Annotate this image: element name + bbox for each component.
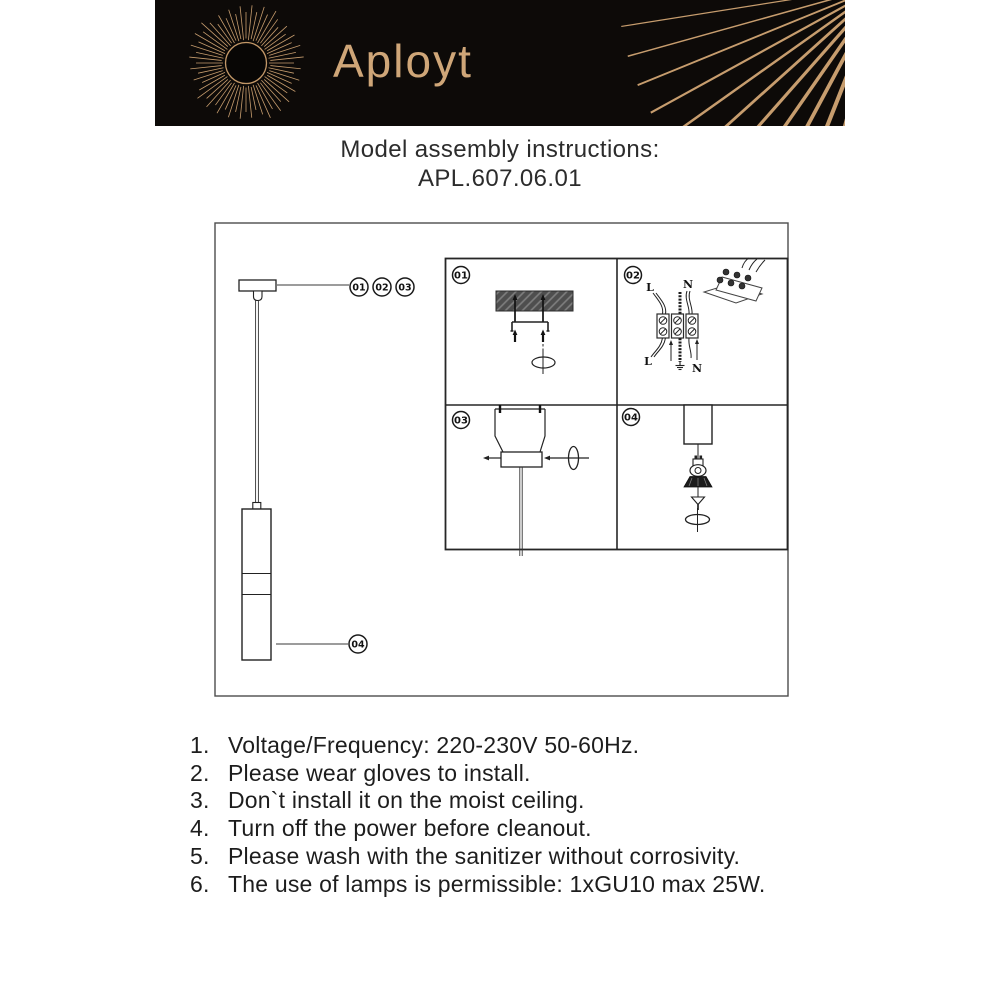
canopy-body xyxy=(495,409,545,452)
wire-label-L-top: L xyxy=(646,281,654,294)
canopy-flange xyxy=(501,452,542,467)
list-item xyxy=(190,760,850,788)
callout-04: 04 xyxy=(351,639,365,651)
wire-label-N-bottom: N xyxy=(691,362,703,375)
item-number: 6. xyxy=(190,870,210,897)
list-item xyxy=(190,732,850,760)
wire-label-N-top: N xyxy=(682,278,694,291)
list-item xyxy=(190,787,850,815)
page-title: Model assembly instructions: xyxy=(340,136,660,163)
step-badge-01: 01 xyxy=(454,270,468,282)
model-number: APL.607.06.01 xyxy=(417,165,582,192)
lamp-cylinder xyxy=(242,509,271,660)
wire-label-L-bottom: L xyxy=(644,355,652,368)
item-number: 4. xyxy=(190,815,210,842)
item-text: Turn off the power before cleanout. xyxy=(228,815,592,842)
insert-arrows xyxy=(669,339,699,361)
item-number: 2. xyxy=(190,759,210,786)
terminal-block-3d xyxy=(704,258,765,303)
item-text: Please wear gloves to install. xyxy=(228,759,531,786)
list-item xyxy=(190,843,850,871)
mounting-bracket xyxy=(511,322,550,331)
pendant-lamp-drawing xyxy=(239,278,414,660)
lamp-tube-end xyxy=(684,405,712,444)
bracket-bolts xyxy=(513,330,546,343)
ground-symbol xyxy=(676,361,685,370)
ceiling-hatch xyxy=(496,291,573,311)
step-panel-03 xyxy=(453,405,590,556)
callout-03: 03 xyxy=(398,282,412,294)
callout-02: 02 xyxy=(375,282,389,294)
instruction-list xyxy=(190,732,850,898)
step-panel-02 xyxy=(625,258,766,375)
item-text: Please wash with the sanitizer without corrosivity. xyxy=(228,842,741,869)
step-badge-03: 03 xyxy=(454,415,468,427)
gu10-bulb-icon xyxy=(684,456,712,488)
list-item xyxy=(190,815,850,843)
step-panel-01 xyxy=(453,267,574,375)
item-number: 1. xyxy=(190,732,210,758)
terminal-strip xyxy=(657,314,698,338)
item-text: Voltage/Frequency: 220-230V 50-60Hz. xyxy=(228,732,640,758)
callout-labels-top xyxy=(350,278,414,296)
list-item xyxy=(190,871,850,899)
item-number: 3. xyxy=(190,787,210,814)
item-number: 5. xyxy=(190,842,210,869)
callout-label-bottom xyxy=(349,635,367,653)
step-panel-04 xyxy=(623,405,713,532)
item-text: The use of lamps is permissible: 1xGU10 max 25W. xyxy=(228,870,766,897)
callout-01: 01 xyxy=(352,282,366,294)
step-badge-02: 02 xyxy=(626,270,640,282)
step-badge-04: 04 xyxy=(624,412,638,424)
item-text: Don`t install it on the moist ceiling. xyxy=(228,787,585,814)
brand-wordmark: Aployt xyxy=(333,35,473,87)
